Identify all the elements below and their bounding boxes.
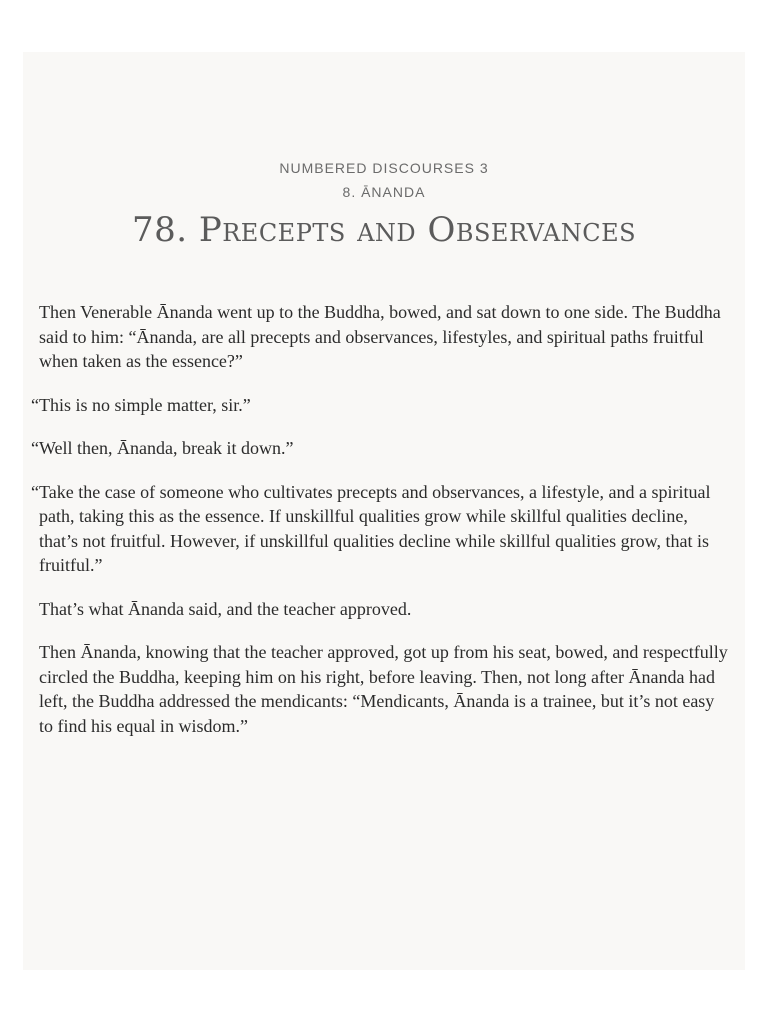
- paragraph: Then Ānanda, knowing that the teacher approved, got up from his seat, bowed, and respectfully circled the Buddha, keeping him on his right, before leaving. Then, not long after Ānanda had left, the Buddha addressed the mendicants: “Mendicants, Ānanda is a trainee, but it’s not easy to find his equal in wisdom.”: [39, 642, 728, 736]
- document-page: [23, 52, 745, 970]
- paragraph: That’s what Ānanda said, and the teacher approved.: [39, 598, 412, 619]
- sutta-title: 78. Precepts and Observances: [131, 210, 637, 250]
- section-header: [23, 156, 745, 204]
- document-body: [23, 300, 745, 757]
- paragraph: “Take the case of someone who cultivates precepts and observances, a lifestyle, and a spiritual path, taking this as the essence. If unskillful qualities grow while skillful qualities decline, that’s not fruitful. However, if unskillful qualities decline while skillful qualities grow, that is fruitful.”: [31, 481, 711, 575]
- book-title: NUMBERED DISCOURSES 3: [279, 160, 489, 176]
- chapter-title: 8. ĀNANDA: [342, 184, 426, 200]
- paragraph: “This is no simple matter, sir.”: [31, 394, 251, 415]
- paragraph: “Well then, Ānanda, break it down.”: [31, 438, 294, 458]
- paragraph: Then Venerable Ānanda went up to the Buddha, bowed, and sat down to one side. The Buddha said to him: “Ānanda, are all precepts and observances, lifestyles, and spiritual paths fruitful when taken as the essence?”: [39, 302, 721, 371]
